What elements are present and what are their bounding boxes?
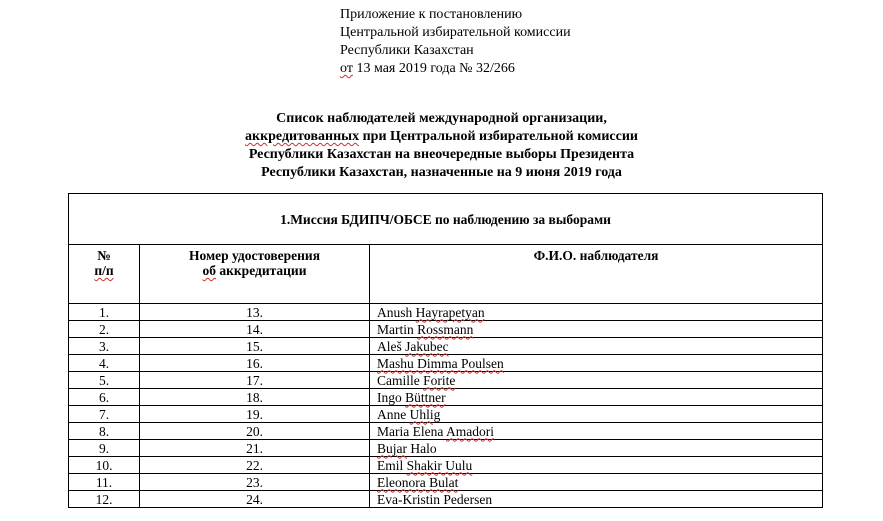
- appendix-date-prefix: от: [340, 61, 353, 76]
- table-row: [69, 372, 823, 389]
- header-number-symbol: №: [97, 248, 111, 263]
- title-line: Республики Казахстан, назначенные на 9 июня 2019 года: [261, 165, 622, 180]
- row-certificate-number: 13.: [140, 304, 370, 321]
- observer-name-marked-part: Amadori: [445, 423, 494, 439]
- table-row: [69, 440, 823, 457]
- table-row: [69, 491, 823, 508]
- row-observer-name: [370, 457, 823, 474]
- table-row: [69, 338, 823, 355]
- observer-name-part: Martin: [377, 321, 418, 337]
- observer-name-part: Anush: [377, 304, 416, 320]
- observer-name-marked-part: Forite: [423, 372, 456, 388]
- appendix-line: Центральной избирательной комиссии: [340, 25, 571, 40]
- observer-name-part: Anne: [377, 406, 410, 422]
- row-observer-name: [370, 321, 823, 338]
- row-certificate-number: 22.: [140, 457, 370, 474]
- table-row: [69, 457, 823, 474]
- table-row: [69, 474, 823, 491]
- header-certificate-prefix: об: [202, 263, 216, 278]
- observer-name-part: Camille: [377, 372, 424, 388]
- row-observer-name: [370, 372, 823, 389]
- row-certificate-number: 14.: [140, 321, 370, 338]
- row-certificate-number: 15.: [140, 338, 370, 355]
- title-line: [0, 128, 883, 146]
- mission-heading: 1.Миссия БДИПЧ/ОБСЕ по наблюдению за выборами: [69, 194, 823, 245]
- row-observer-name: [370, 338, 823, 355]
- appendix-date-line: [340, 60, 571, 78]
- row-observer-name: [370, 406, 823, 423]
- observers-table: [68, 193, 823, 508]
- row-observer-name: [370, 389, 823, 406]
- observer-name-marked-part: Halo: [407, 440, 437, 456]
- appendix-note: [340, 6, 571, 78]
- row-observer-name: [370, 491, 823, 508]
- table-row: [69, 355, 823, 372]
- header-number-abbr: п/п: [94, 263, 114, 278]
- row-number: 8.: [69, 423, 140, 440]
- header-certificate: [140, 245, 370, 304]
- table-row: [69, 406, 823, 423]
- title-line: Список наблюдателей международной организации,: [276, 111, 607, 126]
- observer-name-part: Bujar: [377, 440, 407, 456]
- table-row: [69, 423, 823, 440]
- row-certificate-number: 20.: [140, 423, 370, 440]
- row-number: 7.: [69, 406, 140, 423]
- observer-name-marked-part: Hayrapetyan: [415, 304, 485, 320]
- row-observer-name: [370, 304, 823, 321]
- observer-name-part: Aleš: [377, 338, 406, 354]
- row-certificate-number: 19.: [140, 406, 370, 423]
- row-certificate-number: 16.: [140, 355, 370, 372]
- row-certificate-number: 18.: [140, 389, 370, 406]
- table-row: [69, 304, 823, 321]
- row-observer-name: [370, 355, 823, 372]
- row-number: 2.: [69, 321, 140, 338]
- observer-name-marked-part: Rossmann: [417, 321, 474, 337]
- row-certificate-number: 24.: [140, 491, 370, 508]
- observer-name-part: Ingo: [377, 389, 406, 405]
- row-certificate-number: 23.: [140, 474, 370, 491]
- title-line-rest: при Центральной избирательной комиссии: [359, 129, 638, 144]
- observer-name-part: Emil: [377, 457, 407, 473]
- observer-name-marked-part: Jakubec: [405, 338, 449, 354]
- row-observer-name: [370, 474, 823, 491]
- row-observer-name: [370, 440, 823, 457]
- row-number: 9.: [69, 440, 140, 457]
- row-number: 1.: [69, 304, 140, 321]
- header-certificate-line1: Номер удостоверения: [188, 248, 321, 263]
- observer-name-marked-part: Shakir Uulu: [406, 457, 473, 473]
- appendix-line: Республики Казахстан: [340, 43, 474, 58]
- table-row: [69, 389, 823, 406]
- header-number: [69, 245, 140, 304]
- row-number: 12.: [69, 491, 140, 508]
- header-observer-name: Ф.И.О. наблюдателя: [370, 245, 823, 304]
- row-certificate-number: 21.: [140, 440, 370, 457]
- table-row: [69, 321, 823, 338]
- observer-name-marked-part: Uhlig: [409, 406, 441, 422]
- header-certificate-rest: аккредитации: [216, 263, 307, 278]
- row-number: 3.: [69, 338, 140, 355]
- title-accredited-word: аккредитованных: [245, 129, 360, 144]
- row-number: 6.: [69, 389, 140, 406]
- observer-name-marked-part: Büttner: [405, 389, 446, 405]
- row-observer-name: [370, 423, 823, 440]
- row-number: 11.: [69, 474, 140, 491]
- row-certificate-number: 17.: [140, 372, 370, 389]
- row-number: 10.: [69, 457, 140, 474]
- observer-name-marked-part: Eleonora Bulat: [377, 474, 459, 490]
- appendix-date-text: 13 мая 2019 года № 32/266: [352, 61, 515, 76]
- row-number: 5.: [69, 372, 140, 389]
- appendix-line: Приложение к постановлению: [340, 7, 523, 22]
- title-line: Республики Казахстан на внеочередные выборы Президента: [248, 147, 635, 162]
- observer-name-marked-part: Mashu Dimma Poulsen: [377, 355, 504, 371]
- document-title: [0, 110, 883, 182]
- row-number: 4.: [69, 355, 140, 372]
- observer-name-part: Maria Elena: [377, 423, 446, 439]
- observer-name-part: Eva-Kristin Pedersen: [377, 491, 493, 507]
